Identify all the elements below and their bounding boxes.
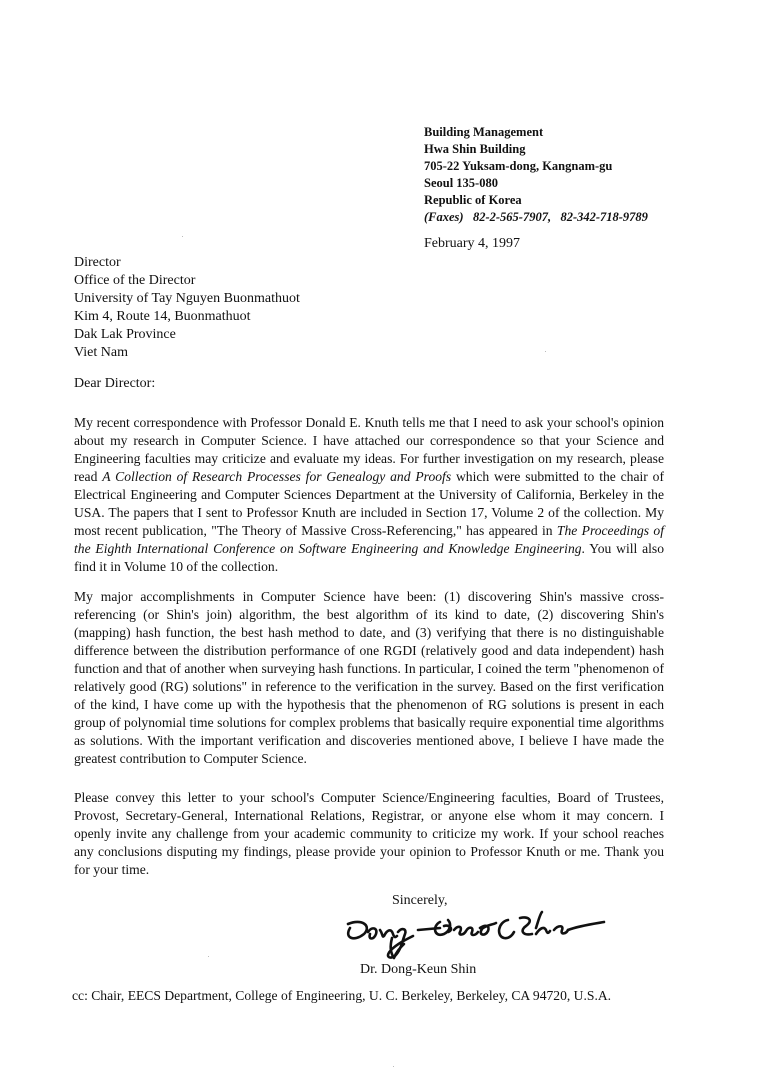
cc-line: cc: Chair, EECS Department, College of Engineering, U. C. Berkeley, Berkeley, CA 94720, U.S.A.: [72, 988, 612, 1003]
p1-text-a: My recent correspondence with Professor Donald E. Knuth tells me that I need to ask your school's opinion about my research in Computer Science. I have attached our correspondence so that your Science and Engineering faculties may criticize and evaluate my ideas. For further investigation on my research, please read: [74, 415, 664, 484]
fax-numbers: 82-2-565-7907, 82-342-718-9789: [472, 210, 648, 224]
letter-date: February 4, 1997: [424, 236, 521, 251]
closing: Sincerely,: [392, 893, 448, 908]
fax-line: [424, 209, 724, 226]
sender-line: Building Management: [424, 125, 544, 139]
recipient-line: University of Tay Nguyen Buonmathuot: [74, 291, 300, 306]
collection-title: A Collection of Research Processes for Genealogy and Proofs: [102, 469, 452, 484]
body-paragraph-1: [74, 414, 664, 576]
recipient-line: Kim 4, Route 14, Buonmathuot: [74, 309, 251, 324]
body-paragraph-2: My major accomplishments in Computer Science have been: (1) discovering Shin's massive cross-referencing (or Shin's join) algorithm, the best algorithm of its kind to date, (2) discovering Shin's (mapping) hash function, the best hash method to date, and (3) verifying that there is no distinguishable difference between the distribution performance of one RGDI (relatively good and data independent) hash function and that of another when surveying hash functions. In particular, I coined the term "phenomenon of relatively good (RG) solutions" in reference to the verification in the survey. Based on the first verification of the kind, I have come up with the hypothesis that the phenomenon of RG solutions is present in each group of polynomial time solutions for complex problems that basically require exponential time algorithms as solutions. With the important verification and discoveries mentioned above, I believe I have made the greatest contribution to Computer Science.: [74, 589, 664, 766]
sender-line: Seoul 135-080: [424, 176, 498, 190]
sender-line: Hwa Shin Building: [424, 142, 526, 156]
sender-address: [424, 124, 724, 226]
scan-speck: [393, 1066, 394, 1067]
p1-text-c: . You will also find it in Volume 10 of the collection.: [74, 541, 665, 574]
p1-text-b: which were submitted to the chair of Electrical Engineering and Computer Sciences Department at the University of California, Berkeley in the USA. The papers that I sent to Professor Knuth are included in Section 17, Volume 2 of the collection. My most recent publication, "The Theory of Massive Cross-Referencing," has appeared in: [74, 469, 664, 538]
body-paragraph-3: Please convey this letter to your school's Computer Science/Engineering faculties, Board of Trustees, Provost, Secretary-General, International Relations, Registrar, or anyone else whom it may concern. I openly invite any challenge from your academic community to criticize my work. If your school reaches any conclusions disputing my findings, please provide your opinion to Professor Knuth or me. Thank you for your time.: [74, 790, 664, 877]
scan-speck: [182, 236, 183, 237]
recipient-line: Office of the Director: [74, 273, 196, 288]
proceedings-title: The Proceedings of the Eighth International Conference on Software Engineering and Knowledge Engineering: [74, 523, 664, 556]
fax-label: (Faxes): [424, 210, 464, 224]
salutation: Dear Director:: [74, 376, 156, 391]
recipient-line: Dak Lak Province: [74, 327, 176, 342]
scan-speck: [545, 351, 546, 352]
sender-line: Republic of Korea: [424, 193, 522, 207]
signer-name: Dr. Dong-Keun Shin: [360, 962, 477, 977]
recipient-line: Director: [74, 255, 121, 270]
handwritten-signature: [340, 908, 610, 964]
sender-line: 705-22 Yuksam-dong, Kangnam-gu: [424, 159, 613, 173]
recipient-line: Viet Nam: [74, 345, 128, 360]
scan-speck: [208, 956, 209, 957]
recipient-address: [74, 254, 474, 362]
